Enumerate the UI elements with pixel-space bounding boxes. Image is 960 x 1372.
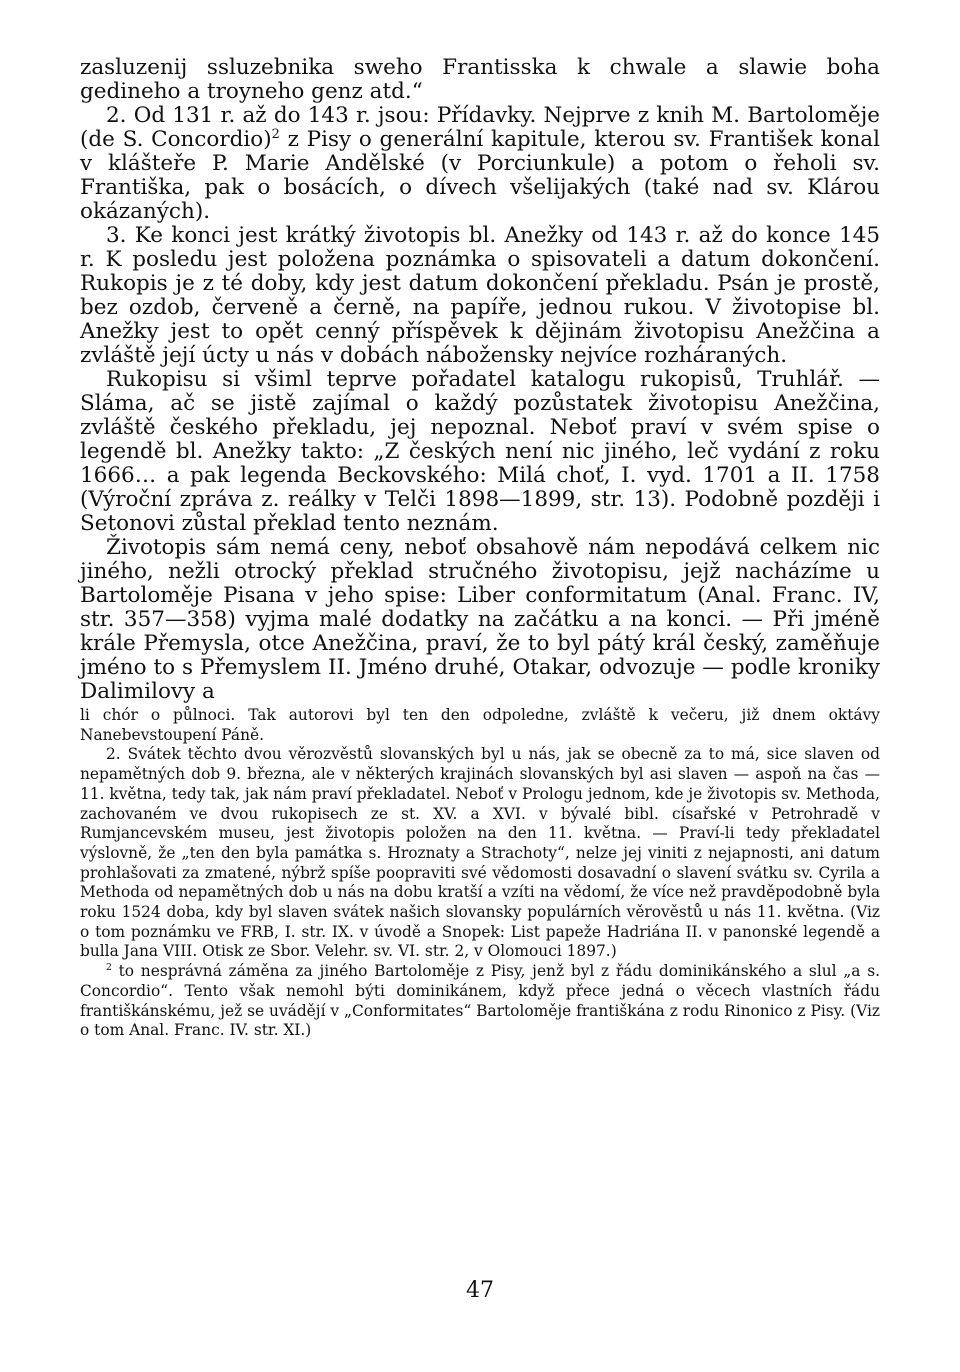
footnote	[80, 962, 880, 1041]
footnote-text: to nesprávná záměna za jiného Bartoloměje z Pisy, jenž byl z řádu dominikánského a slul „a s. Concordio“. Tento však nemohl býti dominikánem, když přece jedná o věcech vlastních řádu františkánskému, jež se uvádějí v „Conformitates“ Bartoloměje františkána z rodu Rinonico z Pisy. (Viz o tom Anal. Franc. IV. str. XI.)	[80, 962, 880, 1040]
footnotes	[80, 706, 880, 1041]
paragraph: 3. Ke konci jest krátký životopis bl. Anežky od 143 r. až do konce 145 r. K posledu jest položena poznámka o spisovateli a datum dokončení. Rukopis je z té doby, kdy jest datum dokončení překladu. Psán je prostě, bez ozdob, červeně a černě, na papíře, jednou rukou. V životopise bl. Anežky jest to opět cenný příspěvek k dějinám životopisu Anežčina a zvláště její úcty u nás v dobách nábožensky nejvíce rozháraných.	[80, 223, 880, 368]
paragraph: Životopis sám nemá ceny, neboť obsahově nám nepodává celkem nic jiného, nežli otrocký překlad stručného životopisu, jejž nacházíme u Bartoloměje Pisana v jeho spise: Liber conformitatum (Anal. Franc. IV, str. 357—358) vyjma malé dodatky na začátku a na konci. — Při jméně krále Přemysla, otce Anežčina, praví, že to byl pátý král český, zaměňuje jméno to s Přemyslem II. Jméno druhé, Otakar, odvozuje — podle kroniky Dalimilovy a	[80, 535, 880, 704]
paragraph	[80, 104, 880, 224]
paragraph-text: 2. Od 131 r. až do 143 r. jsou: Přídavky. Nejprve z knih M. Bartoloměje (de S. Concordio)	[80, 103, 880, 152]
footnote-marker: 2	[106, 962, 112, 974]
page-body	[80, 56, 880, 1041]
paragraph: zasluzenij ssluzebnika sweho Frantisska k chwale a slawie boha gedineho a troyneho genz atd.“	[80, 55, 880, 104]
paragraph: Rukopisu si všiml teprve pořadatel katalogu rukopisů, Truhlář. — Sláma, ač se jistě zajímal o každý pozůstatek životopisu Anežčina, zvláště českého překladu, jej nepoznal. Neboť praví v svém spise o legendě bl. Anežky takto: „Z českých není nic jiného, leč vydání z roku 1666… a pak legenda Beckovského: Milá choť, I. vyd. 1701 a II. 1758 (Výroční zpráva z. reálky v Telči 1898—1899, str. 13). Podobně později i Setonovi zůstal překlad tento neznám.	[80, 367, 880, 536]
paragraph-text: z Pisy o generální kapitule, kterou sv. František konal v klášteře P. Marie Andělské (v Porciunkule) a potom o řeholi sv. Františka, pak o bosácích, o dívech všelijakých (také nad sv. Klárou okázaných).	[80, 127, 880, 224]
footnote: li chór o půlnoci. Tak autorovi byl ten den odpoledne, zvláště k večeru, již dnem oktávy Nanebevstoupení Páně.	[80, 706, 880, 744]
page-number: 47	[466, 1278, 494, 1303]
footnote-marker: 2	[271, 126, 280, 142]
main-text	[80, 56, 880, 704]
footnote: 2. Svátek těchto dvou věrozvěstů slovanských byl u nás, jak se obecně za to má, sice slaven od nepamětných dob 9. března, ale v některých krajinách slovanských byl asi slaven — aspoň na čas — 11. května, tedy tak, jak nám praví překladatel. Neboť v Prologu jednom, kde je životopis sv. Methoda, zachovaném ve dvou rukopisech ze st. XV. a XVI. v bývalé bibl. císařské v Petrohradě v Rumjancevském museu, jest životopis položen na den 11. května. — Praví-li tedy překladatel výslovně, že „ten den byla památka s. Hroznaty a Strachoty“, nelze jej viniti z nejapnosti, ani datum prohlašovati za zmatené, nýbrž spíše poopraviti své vědomosti dosavadní o slavení svátku sv. Cyrila a Methoda od nepamětných dob u nás na dobu kratší a vzíti na vědomí, že více než pravděpodobně byla roku 1524 doba, kdy byl slaven svátek našich slovansky populárních věrověstů u nás 11. května. (Viz o tom poznámku ve FRB, I. str. IX. v úvodě a Snopek: List papeže Hadriána II. v panonské legendě a bulla Jana VIII. Otisk ze Sbor. Velehr. sv. VI. str. 2, v Olomouci 1897.)	[80, 745, 880, 961]
